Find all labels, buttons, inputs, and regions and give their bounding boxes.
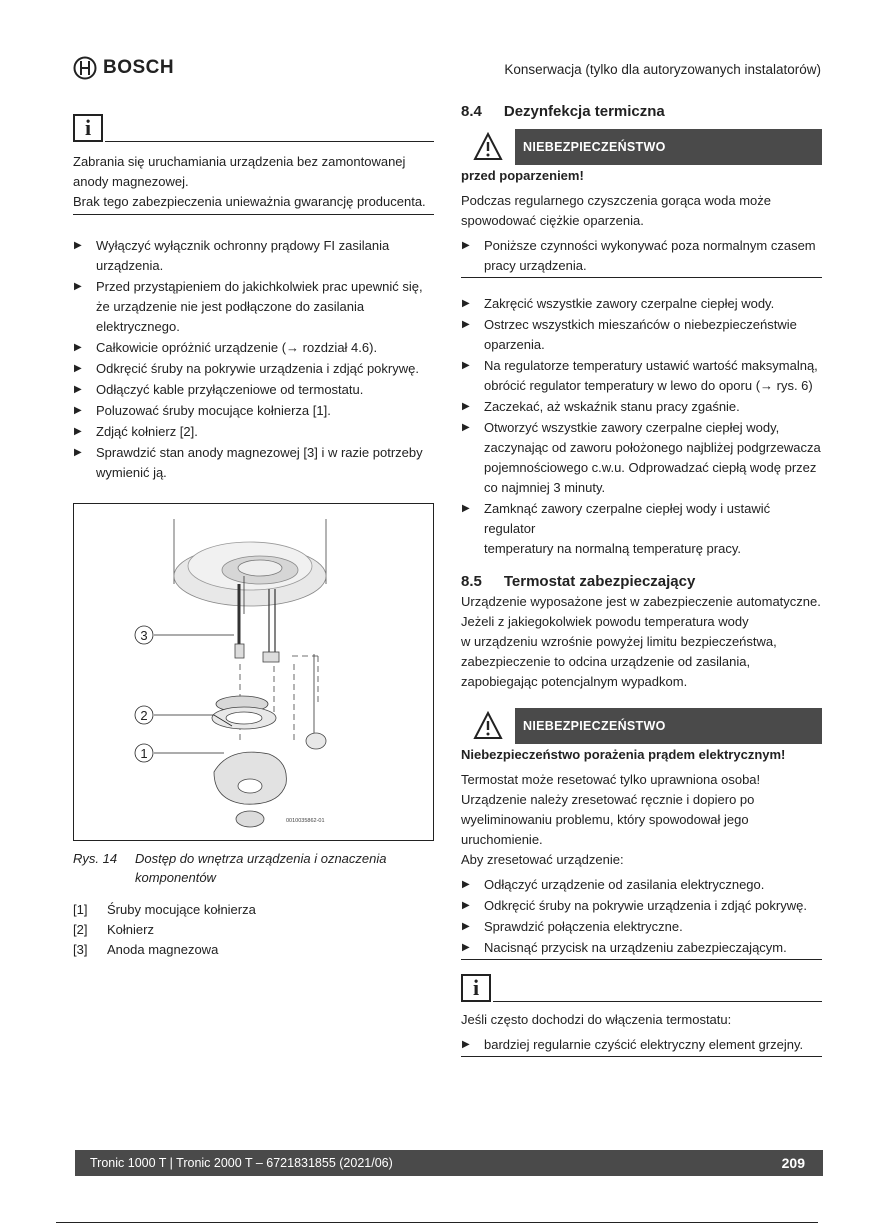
divider: [461, 959, 822, 960]
legend-value: Anoda magnezowa: [107, 942, 219, 957]
arrow-bullet-icon: ▶: [462, 240, 470, 251]
list-item: [461, 917, 822, 937]
list-item: [461, 294, 822, 314]
step-text: Przed przystąpieniem do jakichkolwiek prac upewnić się,: [96, 279, 423, 294]
list-item: [461, 315, 822, 355]
divider: [73, 214, 434, 215]
arrow-bullet-icon: ▶: [462, 360, 470, 371]
text-line: wyeliminowaniu problemu, który spowodował jego: [461, 812, 749, 827]
danger-banner: [461, 708, 822, 744]
caption-text: [135, 849, 386, 887]
legend-key: [3]: [73, 942, 88, 957]
legend-key: [1]: [73, 902, 88, 917]
boiler-exploded-diagram: [74, 504, 433, 840]
step-text: obrócić regulator temperatury w lewo do oporu (→ rys. 6): [484, 378, 813, 393]
text-line: Urządzenie należy zresetować ręcznie i dopiero po: [461, 792, 755, 807]
list-item: [461, 418, 822, 498]
figure-legend: [73, 900, 434, 960]
section-number: 8.4: [461, 103, 482, 120]
text-line: spowodować ciężkie oparzenia.: [461, 213, 644, 228]
section-8-5-heading: [461, 573, 822, 590]
list-item: [461, 938, 822, 958]
list-item: [73, 359, 434, 379]
text-line: Jeżeli z jakiegokolwiek powodu temperatura wody: [461, 614, 749, 629]
text-line: Podczas regularnego czyszczenia gorąca woda może: [461, 193, 772, 208]
legend-key: [2]: [73, 922, 88, 937]
step-text: pojemnościowego c.w.u. Odprowadzać ciepłą wodę przez: [484, 460, 817, 475]
text-line: Termostat może resetować tylko uprawniona osoba!: [461, 772, 761, 787]
step-text: Ostrzec wszystkich mieszańców o niebezpieczeństwie: [484, 317, 797, 332]
step-text: Całkowicie opróżnić urządzenie (→ rozdział 4.6).: [96, 340, 378, 355]
list-item: [461, 499, 822, 559]
step-text: Poniższe czynności wykonywać poza normalnym czasem: [484, 238, 816, 253]
brand-name: BOSCH: [103, 57, 175, 78]
step-text: Zamknąć zawory czerpalne ciepłej wody i ustawić regulator: [484, 501, 771, 536]
caption-line: Dostęp do wnętrza urządzenia i oznaczenia: [135, 851, 387, 866]
warning-icon-box: [461, 129, 515, 165]
legend-item: [73, 900, 434, 920]
step-text: Nacisnąć przycisk na urządzeniu zabezpieczającym.: [484, 940, 787, 955]
danger-text: [461, 191, 822, 231]
text-line: Urządzenie wyposażone jest w zabezpieczenie automatyczne.: [461, 594, 821, 609]
figure-code: 0010035862-01: [286, 818, 325, 824]
step-text: Odkręcić śruby na pokrywie urządzenia i zdjąć pokrywę.: [96, 361, 419, 376]
list-item: [461, 397, 822, 417]
arrow-bullet-icon: ▶: [462, 900, 470, 911]
step-text: bardziej regularnie czyścić elektryczny element grzejny.: [484, 1037, 804, 1052]
divider: [105, 141, 434, 142]
step-text: Wyłączyć wyłącznik ochronny prądowy FI zasilania: [96, 238, 390, 253]
arrow-bullet-icon: ▶: [74, 240, 82, 251]
step-text: Poluzować śruby mocujące kołnierza [1].: [96, 403, 331, 418]
step-text: pracy urządzenia.: [484, 258, 587, 273]
arrow-bullet-icon: ▶: [462, 319, 470, 330]
arrow-bullet-icon: ▶: [462, 942, 470, 953]
legend-value: Śruby mocujące kołnierza: [107, 902, 256, 917]
section-title: Konserwacja (tylko dla autoryzowanych instalatorów): [504, 62, 821, 77]
section-title-text: Termostat zabezpieczający: [503, 573, 696, 590]
list-item: [461, 1035, 822, 1055]
info-icon: i: [461, 974, 491, 1002]
info-step-list: [461, 1035, 822, 1055]
text-line: anody magnezowej.: [73, 174, 189, 189]
info-head: [461, 974, 822, 1002]
step-text: wymienić ją.: [96, 465, 167, 480]
text-line: Zabrania się uruchamiania urządzenia bez zamontowanej: [73, 154, 406, 169]
warning-triangle-icon: [473, 711, 503, 741]
step-text: zaczynając od zaworu położonego najbliżej podgrzewacza: [484, 440, 821, 455]
left-column: [73, 100, 434, 960]
page-footer: [75, 1150, 823, 1176]
danger-banner: [461, 129, 822, 165]
step-text: Sprawdzić połączenia elektryczne.: [484, 919, 683, 934]
list-item: [73, 277, 434, 337]
step-text: Sprawdzić stan anody magnezowej [3] i w razie potrzeby: [96, 445, 423, 460]
reset-steps-list: [461, 875, 822, 958]
step-text: że urządzenie nie jest podłączone do zasilania: [96, 299, 365, 314]
arrow-bullet-icon: ▶: [462, 1039, 470, 1050]
list-item: [73, 236, 434, 276]
text-line: w urządzeniu wzrośnie powyżej limitu bezpieczeństwa,: [461, 634, 777, 649]
step-text: temperatury na normalną temperaturę pracy.: [484, 541, 741, 556]
list-item: [461, 236, 822, 276]
s84-steps-list: [461, 294, 822, 559]
info-note: [461, 974, 822, 1057]
arrow-bullet-icon: ▶: [462, 921, 470, 932]
info-head: [73, 114, 434, 142]
info-note: [73, 114, 434, 215]
list-item: [461, 356, 822, 396]
info-icon: i: [73, 114, 103, 142]
arrow-bullet-icon: ▶: [462, 879, 470, 890]
text-line: zapobiegając potencjalnym wypadkom.: [461, 674, 688, 689]
info-text: [73, 152, 434, 212]
arrow-bullet-icon: ▶: [462, 298, 470, 309]
section-number: 8.5: [461, 573, 482, 590]
text-line: zabezpieczenie to odcina urządzenie od zasilania,: [461, 654, 751, 669]
list-item: [73, 422, 434, 442]
list-item: [461, 875, 822, 895]
right-column: [461, 100, 822, 1057]
step-text: Odłączyć urządzenie od zasilania elektrycznego.: [484, 877, 765, 892]
info-text: Jeśli często dochodzi do włączenia termostatu:: [461, 1012, 732, 1027]
bosch-logo: [73, 56, 174, 80]
section-8-4-heading: [461, 103, 822, 120]
figure-caption: [73, 849, 434, 887]
danger-label: NIEBEZPIECZEŃSTWO: [523, 719, 666, 733]
arrow-bullet-icon: ▶: [462, 422, 470, 433]
arrow-bullet-icon: ▶: [74, 363, 82, 374]
list-item: [73, 443, 434, 483]
arrow-bullet-icon: ▶: [74, 426, 82, 437]
legend-value: Kołnierz: [107, 922, 154, 937]
text-line: Brak tego zabezpieczenia unieważnia gwarancję producenta.: [73, 194, 426, 209]
footer-text: Tronic 1000 T | Tronic 2000 T – 6721831855 (2021/06): [90, 1156, 393, 1170]
legend-item: [73, 940, 434, 960]
step-text: Zdjąć kołnierz [2].: [96, 424, 198, 439]
figure-14: [73, 503, 434, 841]
page-number: 209: [781, 1155, 805, 1171]
divider: [461, 277, 822, 278]
legend-item: [73, 920, 434, 940]
step-text: Otworzyć wszystkie zawory czerpalne ciepłej wody,: [484, 420, 780, 435]
arrow-bullet-icon: ▶: [74, 405, 82, 416]
step-text: Zaczekać, aż wskaźnik stanu pracy zgaśnie.: [484, 399, 740, 414]
left-steps-list: [73, 236, 434, 483]
step-text: urządzenia.: [96, 258, 164, 273]
divider: [56, 1222, 818, 1223]
list-item: [73, 401, 434, 421]
arrow-bullet-icon: ▶: [74, 447, 82, 458]
danger-step-list: [461, 236, 822, 276]
step-text: Odkręcić śruby na pokrywie urządzenia i zdjąć pokrywę.: [484, 898, 807, 913]
warning-icon-box: [461, 708, 515, 744]
divider: [461, 1056, 822, 1057]
step-text: elektrycznego.: [96, 319, 180, 334]
step-text: Odłączyć kable przyłączeniowe od termostatu.: [96, 382, 364, 397]
callout-3: 3: [140, 628, 148, 643]
step-text: Zakręcić wszystkie zawory czerpalne ciepłej wody.: [484, 296, 775, 311]
arrow-bullet-icon: ▶: [462, 401, 470, 412]
divider: [493, 1001, 822, 1002]
section-title-text: Dezynfekcja termiczna: [503, 103, 665, 120]
step-text: co najmniej 3 minuty.: [484, 480, 606, 495]
list-item: [461, 896, 822, 916]
list-item: [73, 338, 434, 358]
arrow-bullet-icon: ▶: [74, 281, 82, 292]
warning-triangle-icon: [473, 132, 503, 162]
caption-number: Rys. 14: [73, 851, 118, 866]
callout-1: 1: [140, 746, 148, 761]
arrow-bullet-icon: ▶: [74, 342, 82, 353]
s85-intro: [461, 592, 822, 692]
arrow-bullet-icon: ▶: [74, 384, 82, 395]
danger-text: [461, 770, 822, 870]
danger-label: NIEBEZPIECZEŃSTWO: [523, 140, 666, 154]
danger-subtitle: przed poparzeniem!: [461, 168, 584, 183]
bosch-armature-icon: [73, 56, 97, 80]
caption-line: komponentów: [135, 870, 216, 885]
step-text: oparzenia.: [484, 337, 545, 352]
list-item: [73, 380, 434, 400]
text-line: uruchomienie.: [461, 832, 543, 847]
arrow-bullet-icon: ▶: [462, 503, 470, 514]
step-text: Na regulatorze temperatury ustawić wartość maksymalną,: [484, 358, 818, 373]
callout-2: 2: [140, 708, 148, 723]
text-line: Aby zresetować urządzenie:: [461, 852, 624, 867]
danger-subtitle: Niebezpieczeństwo porażenia prądem elektrycznym!: [461, 747, 786, 762]
